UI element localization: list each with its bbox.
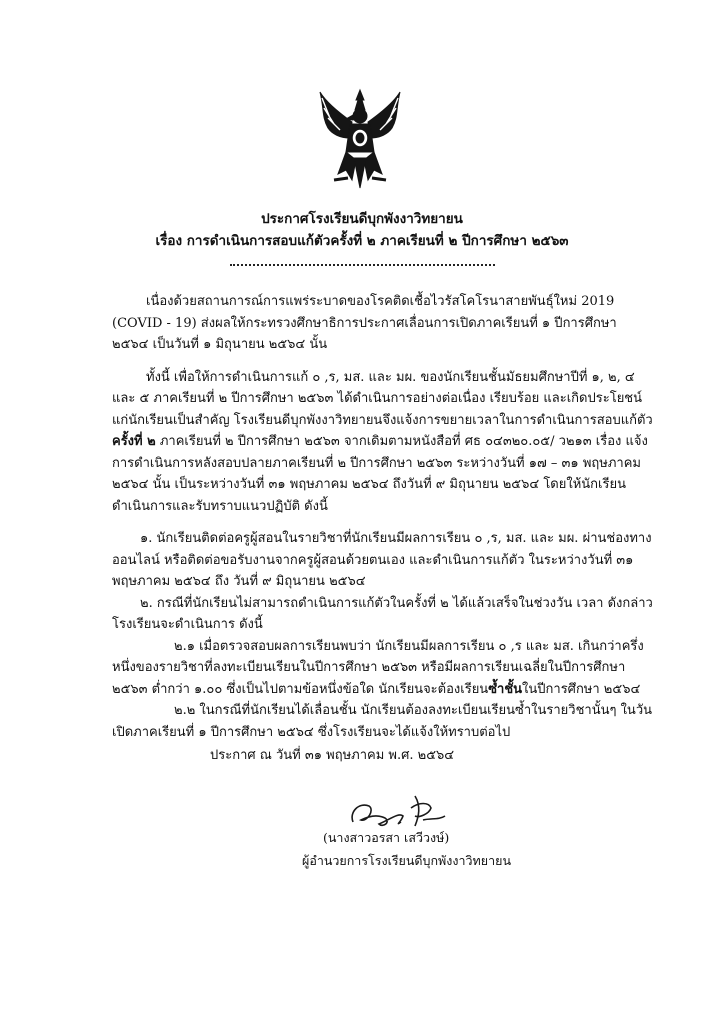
list-item-2-1 [112,636,657,701]
list-item-2-1-text-b: ในปีการศึกษา ๒๕๖๔ [522,681,641,697]
dotted-divider [230,262,495,266]
list-item-2-1-bold: ซ้ำชั้น [488,681,523,697]
document-body [112,291,657,743]
paragraph-covid: เนื่องด้วยสถานการณ์การแพร่ระบาดของโรคติดเชื้อไวรัสโคโรนาสายพันธุ์ใหม่ 2019 (COVID - 19) ส่งผลให้กระทรวงศึกษาธิการประกาศเลื่อนการเปิดภาคเรียนที่ ๑ ปีการศึกษา ๒๕๖๔ เป็นวันที่ ๑ มิถุนายน ๒๕๖๔ นั้น [112,294,617,352]
signer-name: (นางสาวอรสา เสวีวงษ์) [323,830,450,845]
paragraph-extension-bold: ครั้งที่ ๒ [112,434,156,449]
list-item-1: ๑. นักเรียนติดต่อครูผู้สอนในรายวิชาที่นักเรียนมีผลการเรียน ๐ ,ร, มส. และ มผ. ผ่านช่องทางออนไลน์ หรือติดต่อขอรับงานจากครูผู้สอนด้วยตนเอง และดำเนินการแก้ตัว ในระหว่างวันที่ ๓๑ พฤษภาคม ๒๕๖๔ ถึง วันที่ ๙ มิถุนายน ๒๕๖๔ [112,531,652,589]
garuda-emblem-icon [318,88,402,190]
announcement-title: ประกาศโรงเรียนดีบุกพังงาวิทยายน [261,211,463,227]
list-item-2-1-text-a: ๒.๑ เมื่อตรวจสอบผลการเรียนพบว่า นักเรียนมีผลการเรียน ๐ ,ร และ มส. เกินกว่าครึ่งหนึ่งของรายวิชาที่ลงทะเบียนเรียนในปีการศึกษา ๒๕๖๓ หรือมีผลการเรียนเฉลี่ยในปีการศึกษา ๒๕๖๓ ต่ำกว่า ๑.๐๐ ซึ่งเป็นไปตามข้อหนึ่งข้อใด นักเรียนจะต้องเรียน [112,638,644,697]
paragraph-extension [112,367,657,518]
signer-position: ผู้อำนวยการโรงเรียนดีบุกพังงาวิทยายน [302,853,511,868]
paragraph-extension-text-b: ภาคเรียนที่ ๒ ปีการศึกษา ๒๕๖๓ จากเดิมตามหนังสือที่ ศธ ๐๔๓๒๐.๐๕/ ว๒๑๓ เรื่อง แจ้งการดำเนินการหลังสอบปลายภาคเรียนที่ ๒ ปีการศึกษา ๒๕๖๓ ระหว่างวันที่ ๑๗ – ๓๑ พฤษภาคม ๒๕๖๔ นั้น เป็นระหว่างวันที่ ๓๑ พฤษภาคม ๒๕๖๔ ถึงวันที่ ๙ มิถุนายน ๒๕๖๔ โดยให้นักเรียนดำเนินการและรับทราบแนวปฏิบัติ ดังนี้ [112,434,648,514]
announcement-subject: เรื่อง การดำเนินการสอบแก้ตัวครั้งที่ ๒ ภาคเรียนที่ ๒ ปีการศึกษา ๒๕๖๓ [155,233,569,249]
paragraph-extension-text-a: ทั้งนี้ เพื่อให้การดำเนินการแก้ ๐ ,ร, มส. และ มผ. ของนักเรียนชั้นมัธยมศึกษาปีที่ ๑, ๒, ๔ และ ๕ ภาคเรียนที่ ๒ ปีการศึกษา ๒๕๖๓ ได้ดำเนินการอย่างต่อเนื่อง เรียบร้อย และเกิดประโยชน์แก่นักเรียนเป็นสำคัญ โรงเรียนดีบุกพังงาวิทยายนจึงแจ้งการขยายเวลาในการดำเนินการสอบแก้ตัว [112,369,653,428]
list-item-2: ๒. กรณีที่นักเรียนไม่สามารถดำเนินการแก้ตัวในครั้งที่ ๒ ได้แล้วเสร็จในช่วงวัน เวลา ดังกล่าว โรงเรียนจะดำเนินการ ดังนี้ [112,595,653,632]
header [0,208,724,252]
announce-date: ประกาศ ณ วันที่ ๓๑ พฤษภาคม พ.ศ. ๒๕๖๔ [210,748,455,763]
list-item-2-2: ๒.๒ ในกรณีที่นักเรียนได้เลื่อนชั้น นักเรียนต้องลงทะเบียนเรียนซ้ำในรายวิชานั้นๆ ในวันเปิดภาคเรียนที่ ๑ ปีการศึกษา ๒๕๖๔ ซึ่งโรงเรียนจะได้แจ้งให้ทราบต่อไป [112,703,653,740]
